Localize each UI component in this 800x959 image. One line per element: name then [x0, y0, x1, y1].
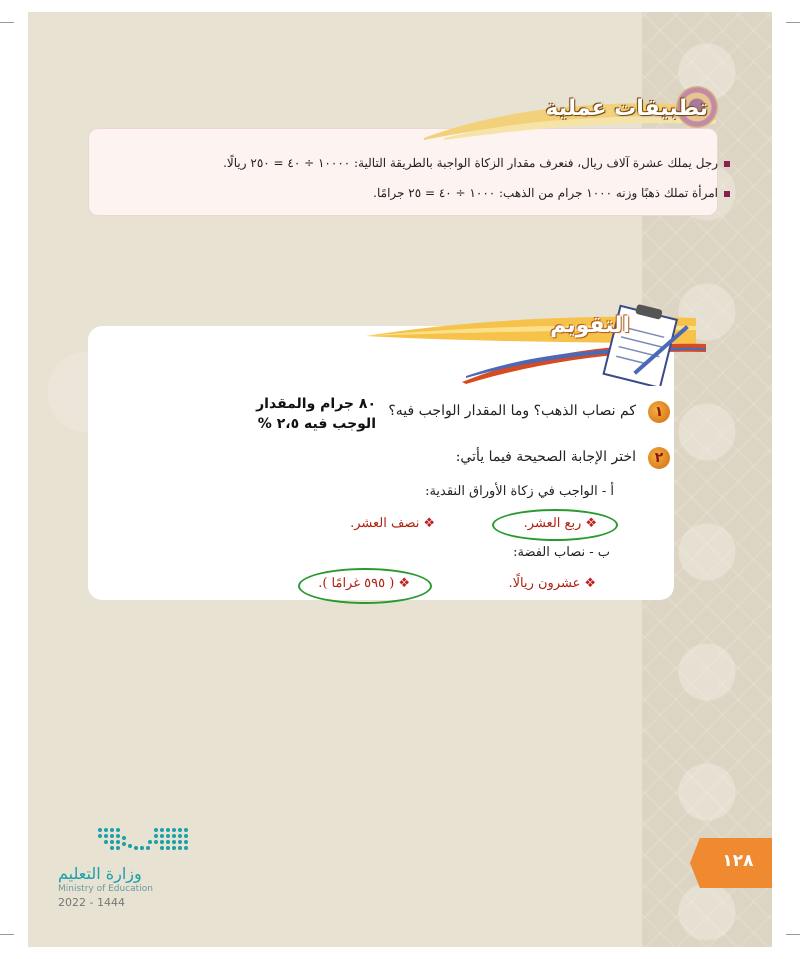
- question-1-text: كم نصاب الذهب؟ وما المقدار الواجب فيه؟: [388, 403, 636, 419]
- evaluation-banner-swoosh: [366, 296, 710, 386]
- handwritten-answer-line: ٨٠ جرام والمقدار: [256, 396, 376, 412]
- practical-item: [223, 156, 730, 170]
- crop-mark: [786, 934, 800, 935]
- edition-year: 2022 - 1444: [58, 896, 125, 909]
- diamond-bullet-icon: ❖: [584, 576, 596, 591]
- crop-mark: [0, 934, 14, 935]
- selected-answer-circle: [298, 568, 432, 604]
- section-title-evaluation: التقويم: [550, 313, 630, 338]
- diamond-bullet-icon: ❖: [398, 576, 410, 591]
- practical-item: [373, 186, 730, 200]
- diamond-bullet-icon: ❖: [585, 516, 597, 531]
- answer-option-text: ( ٥٩٥ غرامًا ).: [318, 576, 395, 591]
- ministry-name-arabic: وزارة التعليم: [58, 864, 142, 883]
- square-bullet-icon: [724, 191, 730, 197]
- ministry-name-english: Ministry of Education: [58, 884, 153, 894]
- answer-option-text: عشرون ريالًا.: [508, 576, 581, 591]
- selected-answer-circle: [492, 509, 618, 541]
- crop-mark: [786, 22, 800, 23]
- section-title-practical: تطبيقات عملية: [545, 96, 708, 121]
- answer-option: [350, 516, 435, 531]
- crop-mark: [0, 22, 14, 23]
- answer-option: [508, 576, 596, 591]
- practical-item-text: امرأة تملك ذهبًا وزنه ١٠٠٠ جرام من الذهب: ١٠٠٠ ÷ ٤٠ = ٢٥ جرامًا.: [373, 186, 718, 200]
- handwritten-answer-line: الوجب فيه ٢،٥ %: [257, 416, 376, 432]
- handwritten-answer: [226, 394, 376, 434]
- question-2-text: اختر الإجابة الصحيحة فيما يأتي:: [455, 449, 636, 465]
- part-b-label: ب - نصاب الفضة:: [513, 545, 610, 560]
- question-number-icon: ١: [648, 401, 670, 423]
- ministry-logo-icon: [96, 826, 190, 852]
- square-bullet-icon: [724, 161, 730, 167]
- part-a-label: أ - الواجب في زكاة الأوراق النقدية:: [425, 484, 614, 499]
- page-number: ١٢٨: [722, 851, 754, 871]
- question-number-icon: ٢: [648, 447, 670, 469]
- practical-applications-box: [88, 128, 718, 216]
- answer-option-text: ربع العشر.: [523, 516, 582, 531]
- diamond-bullet-icon: ❖: [423, 516, 435, 531]
- answer-option-text: نصف العشر.: [350, 516, 420, 531]
- practical-item-text: رجل يملك عشرة آلاف ريال، فنعرف مقدار الزكاة الواجبة بالطريقة التالية: ١٠٠٠٠ ÷ ٤٠ = ٢٥٠ ريالًا.: [223, 156, 718, 170]
